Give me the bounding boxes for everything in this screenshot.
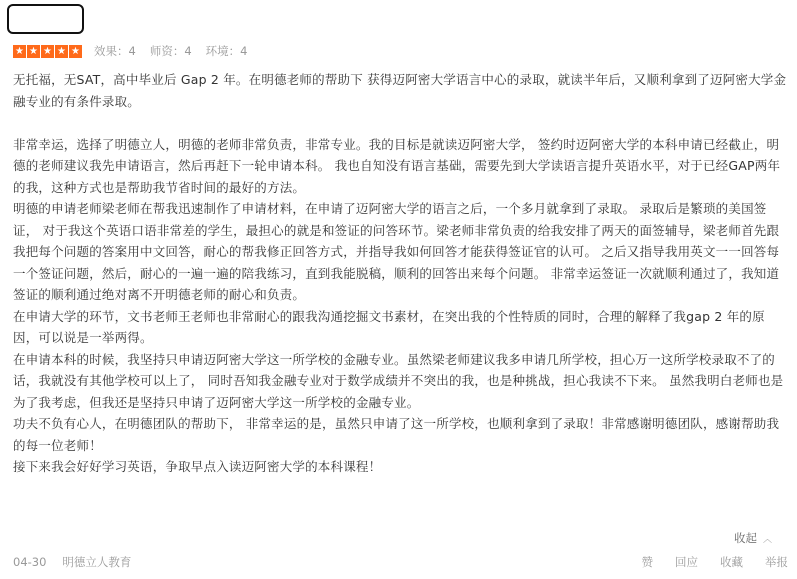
favorite-button[interactable]: 收藏 — [720, 555, 743, 569]
star-icon: ★ — [13, 45, 26, 58]
review-actions — [642, 554, 789, 570]
collapse-button[interactable] — [734, 530, 772, 546]
chevron-up-icon: ︿ — [763, 534, 773, 545]
review-paragraph: 在申请本科的时候，我坚持只申请迈阿密大学这一所学校的金融专业。虽然梁老师建议我多申请几所学校，担心万一这所学校录取不了的话，我就没有其他学校可以上了， 同时吾知我金融专业对于数学成绩并不突出的我，也是种挑战，担心我读不下来。 虽然我明白老师也是为了我考虑，但我还是坚持只申请了迈阿密大学这一所学校的金融专业。 — [13, 351, 784, 410]
star-icon: ★ — [41, 45, 54, 58]
score-teachers: 师资：4 — [149, 44, 192, 58]
reply-button[interactable]: 回应 — [675, 555, 698, 569]
review-paragraph: 无托福，无SAT，高中毕业后 Gap 2 年。在明德老师的帮助下 获得迈阿密大学语言中心的录取，就读半年后，又顺利拿到了迈阿密大学金融专业的有条件录取。 — [13, 72, 787, 109]
collapse-label: 收起 — [734, 531, 757, 545]
reviewer-name-box — [7, 4, 84, 34]
report-button[interactable]: 举报 — [765, 555, 788, 569]
rating-row — [13, 43, 261, 59]
review-content — [13, 69, 788, 478]
review-paragraph: 功夫不负有心人，在明德团队的帮助下， 非常幸运的是，虽然只申请了这一所学校，也顺利拿到了录取！非常感谢明德团队，感谢帮助我的每一位老师！ — [13, 416, 780, 453]
score-environment: 环境：4 — [205, 44, 248, 58]
review-author[interactable]: 明德立人教育 — [62, 555, 132, 569]
star-rating — [13, 45, 82, 58]
star-icon: ★ — [27, 45, 40, 58]
like-button[interactable]: 赞 — [641, 555, 653, 569]
review-paragraph: 明德的申请老师梁老师在帮我迅速制作了申请材料，在申请了迈阿密大学的语言之后，一个多月就拿到了录取。 录取后是繁琐的美国签证， 对于我这个英语口语非常差的学生，最担心的就是和签证的问答环节。梁老师非常负责的给我安排了两天的面签辅导，梁老师首先跟我把每个问题的答案用中文回答，耐心的帮我修正回答方式，并指导我如何回答才能获得签证官的认可。 之后又指导我用英文一一回答每一个签证问题，然后，耐心的一遍一遍的陪我练习，直到我能脱稿，顺利的回答出来每个问题。 非常幸运签证一次就顺利通过了，我知道签证的顺利通过绝对离不开明德老师的耐心和负责。 — [13, 201, 780, 302]
review-paragraph: 接下来我会好好学习英语，争取早点入读迈阿密大学的本科课程！ — [13, 459, 382, 474]
star-icon: ★ — [55, 45, 68, 58]
review-paragraph: 在申请大学的环节，文书老师王老师也非常耐心的跟我沟通挖掘文书素材，在突出我的个性特质的同时，合理的解释了我gap 2 年的原因，可以说是一举两得。 — [13, 308, 765, 345]
score-effect: 效果：4 — [94, 44, 136, 58]
review-paragraph: 非常幸运，选择了明德立人，明德的老师非常负责，非常专业。我的目标是就读迈阿密大学， 签约时迈阿密大学的本科申请已经截止，明德的老师建议我先申请语言，然后再赶下一轮申请本科。 我也自知没有语言基础，需要先到大学读语言提升英语水平，对于已经GAP两年的我，这种方式也是帮助我节省时间的最好的方法。 — [13, 136, 781, 195]
review-footer — [13, 553, 788, 571]
star-icon: ★ — [69, 45, 82, 58]
review-date: 04-30 — [13, 555, 47, 569]
